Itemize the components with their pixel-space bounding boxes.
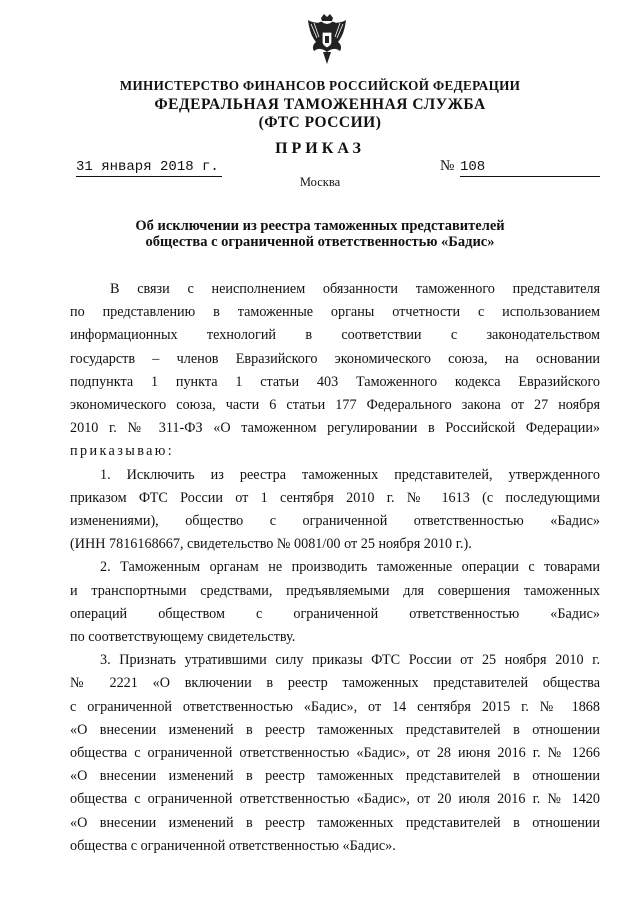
item3-line: «О внесении изменений в реестр таможенных представителей в отношении (70, 768, 600, 785)
item2-line: по соответствующему свидетельству. (70, 629, 296, 646)
order-number: 108 (460, 159, 600, 177)
item3-line: общества с ограниченной ответственностью «Бадис», от 28 июня 2016 г. № 1266 (70, 745, 600, 762)
service-short-heading: (ФТС РОССИИ) (258, 114, 382, 131)
number-sign: № (440, 158, 455, 174)
item2-line: 2. Таможенным органам не производить таможенные операции с товарами (100, 559, 600, 576)
order-title (0, 218, 640, 250)
item3-line: № 2221 «О включении в реестр таможенных представителей общества (70, 675, 600, 692)
preamble-line: В связи с неисполнением обязанности таможенного представителя (110, 281, 600, 297)
service-heading: ФЕДЕРАЛЬНАЯ ТАМОЖЕННАЯ СЛУЖБА (154, 96, 486, 113)
item3-line: «О внесении изменений в реестр таможенных представителей в отношении (70, 721, 600, 738)
city-label: Москва (299, 175, 341, 189)
preamble-line: по представлению в таможенные органы отчетности с использованием (70, 304, 600, 321)
item1-line: (ИНН 7816168667, свидетельство № 0081/00 от 25 ноября 2010 г.). (70, 536, 472, 553)
ministry-heading: МИНИСТЕРСТВО ФИНАНСОВ РОССИЙСКОЙ ФЕДЕРАЦИИ (119, 78, 521, 93)
title-line: общества с ограниченной ответственностью «Бадис» (145, 234, 495, 250)
order-directive (70, 440, 600, 463)
preamble-line: экономического союза, части 6 статьи 177 Федерального закона от 27 ноября (70, 397, 600, 414)
order-body (70, 278, 600, 858)
item2-line: и транспортными средствами, предъявляемыми для совершения таможенных (70, 582, 600, 599)
order-date: 31 января 2018 г. (76, 159, 222, 177)
item1-line: приказом ФТС России от 1 сентября 2010 г. № 1613 (с последующими (70, 489, 600, 506)
document-type-heading: ПРИКАЗ (275, 140, 365, 157)
preamble-line: подпункта 1 пункта 1 статьи 403 Таможенного кодекса Евразийского (70, 373, 600, 390)
item3-line: общества с ограниченной ответственностью «Бадис». (70, 837, 396, 854)
preamble-line: 2010 г. № 311-ФЗ «О таможенном регулировании в Российской Федерации» (70, 420, 600, 437)
item3-line: общества с ограниченной ответственностью «Бадис», от 20 июля 2016 г. № 1420 (70, 791, 600, 808)
item1-line: 1. Исключить из реестра таможенных представителей, утвержденного (100, 466, 600, 483)
item2-line: операций обществом с ограниченной ответственностью «Бадис» (70, 605, 600, 622)
item3-line: с ограниченной ответственностью «Бадис», от 14 сентября 2015 г. № 1868 (70, 698, 600, 715)
item1-line: изменениями), общество с ограниченной ответственностью «Бадис» (70, 513, 600, 530)
title-line: Об исключении из реестра таможенных представителей (135, 218, 505, 234)
coat-of-arms-emblem-icon (304, 12, 350, 66)
preamble-line: информационных технологий в соответствии с законодательством (70, 327, 600, 344)
item3-line: «О внесении изменений в реестр таможенных представителей в отношении (70, 814, 600, 831)
order-directive-word: приказываю: (70, 443, 175, 460)
preamble-line: государств – членов Евразийского экономического союза, на основании (70, 350, 600, 367)
item3-line: 3. Признать утратившими силу приказы ФТС России от 25 ноября 2010 г. (100, 652, 600, 669)
